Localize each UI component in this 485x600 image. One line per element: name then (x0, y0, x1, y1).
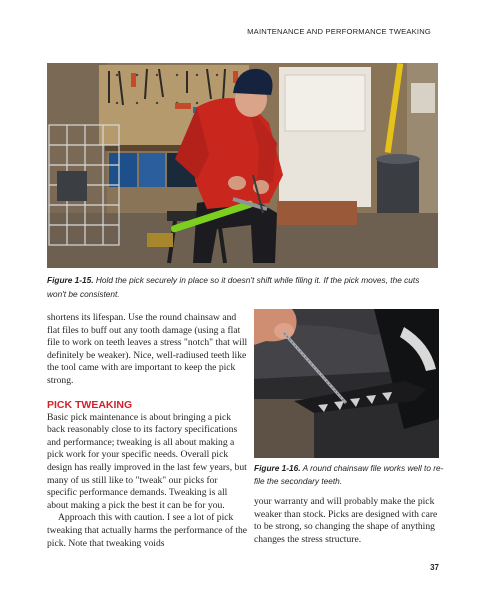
page-number: 37 (430, 563, 439, 572)
figure-1-16-caption-text: A round chainsaw file works well to re-file the secondary teeth. (254, 463, 444, 486)
right-column (254, 496, 439, 546)
figure-1-15-caption-text: Hold the pick securely in place so it doesn't shift while filing it. If the pick moves, the cuts won't be consistent. (47, 275, 420, 299)
figure-1-15-caption (47, 273, 439, 301)
figure-1-15-label: Figure 1-15. (47, 275, 94, 285)
left-column (47, 312, 248, 550)
section-heading-pick-tweaking: PICK TWEAKING (47, 398, 133, 411)
figure-1-16-label: Figure 1-16. (254, 463, 301, 473)
figure-1-16-caption (254, 462, 444, 487)
paragraph-warranty: your warranty and will probably make the pick weaker than stock. Picks are designed with care to be strong, so changing the shape of anything changes the stress structure. (254, 496, 438, 545)
paragraph-continued: shortens its lifespan. Use the round chainsaw and flat files to buff out any tooth damage (using a flat file to work on teeth leaves a stress "notch" that will definitely be weaker). Nice, well-radiused teeth like the tool came with are important to keep the pick strong. (47, 312, 248, 386)
running-head: MAINTENANCE AND PERFORMANCE TWEAKING (247, 27, 431, 36)
paragraph-approach: Approach this with caution. I see a lot of pick tweaking that actually harms the performance of the pick. Note that tweaking voids (47, 512, 248, 549)
paragraph-basic-maintenance: Basic pick maintenance is about bringing a pick back reasonably close to its factory specifications and performance; tweaking is all about making a pick work for your specific needs. Overall pick design has really improved in the last few years, but many of us still like to "tweak" our picks for specific performance demands. Tweaking is all about making a pick the best it can be for you. (47, 411, 247, 511)
figure-1-16-photo (254, 309, 439, 458)
figure-1-15-photo (47, 63, 438, 268)
